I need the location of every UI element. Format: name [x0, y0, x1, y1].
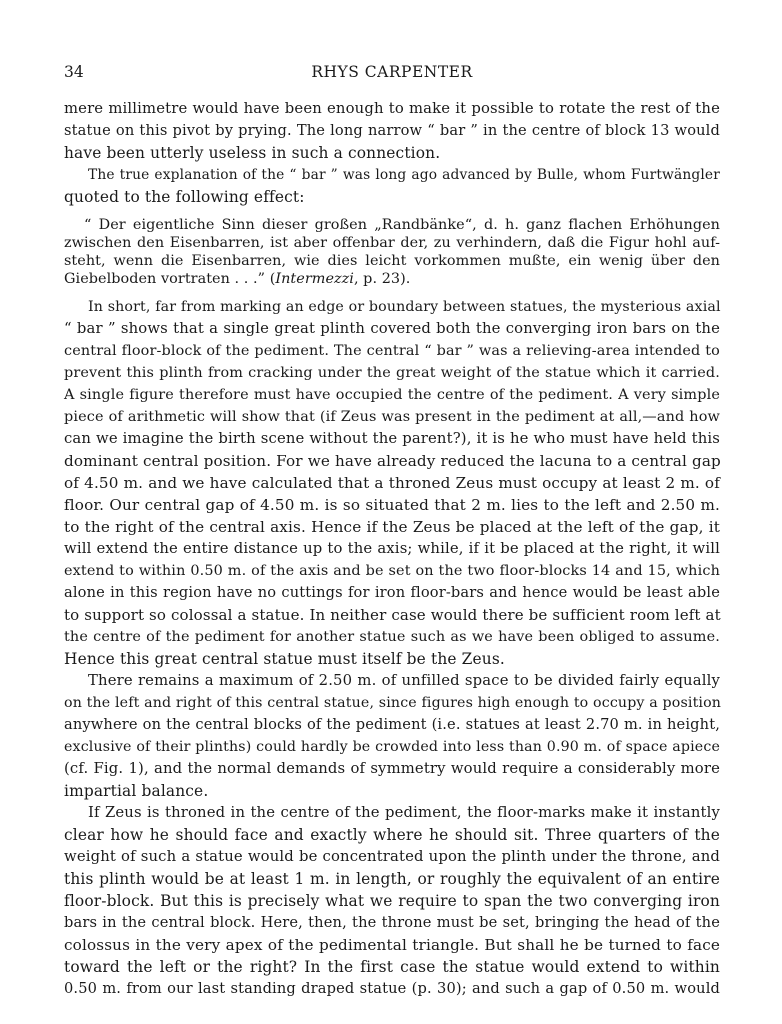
text-line: to the right of the central axis. Hence if the Zeus be placed at the left of the gap, it	[64, 518, 720, 536]
text-line: In short, far from marking an edge or boundary between statues, the mysterious axial	[88, 299, 721, 315]
text-line: The true explanation of the “ bar ” was long ago advanced by Bulle, whom Furtwängler	[88, 167, 720, 183]
quote-line-last	[64, 270, 720, 288]
text-line: this plinth would be at least 1 m. in length, or roughly the equivalent of an entire	[64, 870, 720, 888]
text-line: the centre of the pediment for another statue such as we have been obliged to assume.	[64, 629, 720, 645]
text-line: floor. Our central gap of 4.50 m. is so situated that 2 m. lies to the left and 2.50 m.	[64, 496, 720, 514]
text-line: to support so colossal a statue. In neither case would there be sufficient room left at	[64, 606, 721, 624]
quote-line: steht, wenn die Eisenbarren, wie dies leicht vorkommen mußte, ein wenig über den	[64, 253, 720, 269]
text-line: toward the left or the right? In the first case the statue would extend to within	[64, 958, 720, 976]
text-line: Hence this great central statue must itself be the Zeus.	[64, 650, 505, 668]
page-header	[64, 59, 720, 85]
running-title: RHYS CARPENTER	[311, 63, 473, 81]
quote-citation-title: Intermezzi	[275, 271, 354, 287]
text-line: prevent this plinth from cracking under the great weight of the statue which it carried.	[64, 365, 720, 381]
text-line: mere millimetre would have been enough to make it possible to rotate the rest of the	[64, 100, 720, 117]
quote-line: zwischen den Eisenbarren, ist aber offenbar der, zu verhindern, daß die Figur hohl auf-	[64, 235, 720, 251]
text-line: bars in the central block. Here, then, the throne must be set, bringing the head of the	[64, 914, 720, 931]
text-line: A single figure therefore must have occupied the centre of the pediment. A very simple	[64, 387, 720, 403]
text-line: of 4.50 m. and we have calculated that a throned Zeus must occupy at least 2 m. of	[64, 474, 720, 492]
text-line: anywhere on the central blocks of the pediment (i.e. statues at least 2.70 m. in height,	[64, 716, 720, 733]
page-body	[64, 98, 720, 1000]
text-line: statue on this pivot by prying. The long narrow “ bar ” in the centre of block 13 would	[64, 122, 720, 139]
paragraph-1	[64, 98, 720, 164]
text-line: 0.50 m. from our last standing draped statue (p. 30); and such a gap of 0.50 m. would	[64, 980, 720, 997]
quote-text: Giebelboden vortraten . . .” (	[64, 271, 276, 287]
text-line: quoted to the following effect:	[64, 188, 305, 206]
text-line: dominant central position. For we have already reduced the lacuna to a central gap	[64, 452, 721, 470]
text-line: impartial balance.	[64, 782, 209, 800]
quote-line: “ Der eigentliche Sinn dieser großen „Randbänke“, d. h. ganz flachen Erhöhungen	[84, 217, 720, 233]
text-line: clear how he should face and exactly where he should sit. Three quarters of the	[64, 826, 720, 844]
text-line: can we imagine the birth scene without the parent?), it is he who must have held this	[64, 430, 720, 447]
text-line: floor-block. But this is precisely what we require to span the two converging iron	[64, 892, 720, 910]
text-line: have been utterly useless in such a connection.	[64, 144, 441, 162]
text-line: exclusive of their plinths) could hardly be crowded into less than 0.90 m. of space apiece	[64, 739, 720, 755]
text-line: “ bar ” shows that a single great plinth covered both the converging iron bars on the	[64, 320, 720, 337]
quote-citation-page: , p. 23).	[353, 271, 411, 287]
text-line: If Zeus is throned in the centre of the pediment, the floor-marks make it instantly	[88, 804, 720, 821]
text-line: central floor-block of the pediment. The central “ bar ” was a relieving-area intended to	[64, 343, 720, 359]
paragraph-2	[64, 164, 720, 208]
block-quotation	[64, 216, 720, 288]
page-number: 34	[64, 63, 84, 81]
text-line: (cf. Fig. 1), and the normal demands of symmetry would require a considerably more	[64, 760, 720, 777]
text-line: There remains a maximum of 2.50 m. of unfilled space to be divided fairly equally	[88, 672, 720, 689]
text-line: extend to within 0.50 m. of the axis and be set on the two floor-blocks 14 and 15, which	[64, 563, 720, 579]
text-line: weight of such a statue would be concentrated upon the plinth under the throne, and	[64, 848, 720, 865]
paragraph-3	[64, 296, 720, 670]
text-line: alone in this region have no cuttings for iron floor-bars and hence would be least able	[64, 584, 720, 601]
text-line: will extend the entire distance up to the axis; while, if it be placed at the right, it will	[64, 540, 720, 557]
text-line: colossus in the very apex of the pedimental triangle. But shall he be turned to face	[64, 936, 720, 954]
text-line: on the left and right of this central statue, since figures high enough to occupy a position	[64, 695, 722, 711]
paragraph-5	[64, 802, 720, 1000]
text-line: piece of arithmetic will show that (if Zeus was present in the pediment at all,—and how	[64, 409, 720, 425]
paragraph-4	[64, 670, 720, 802]
